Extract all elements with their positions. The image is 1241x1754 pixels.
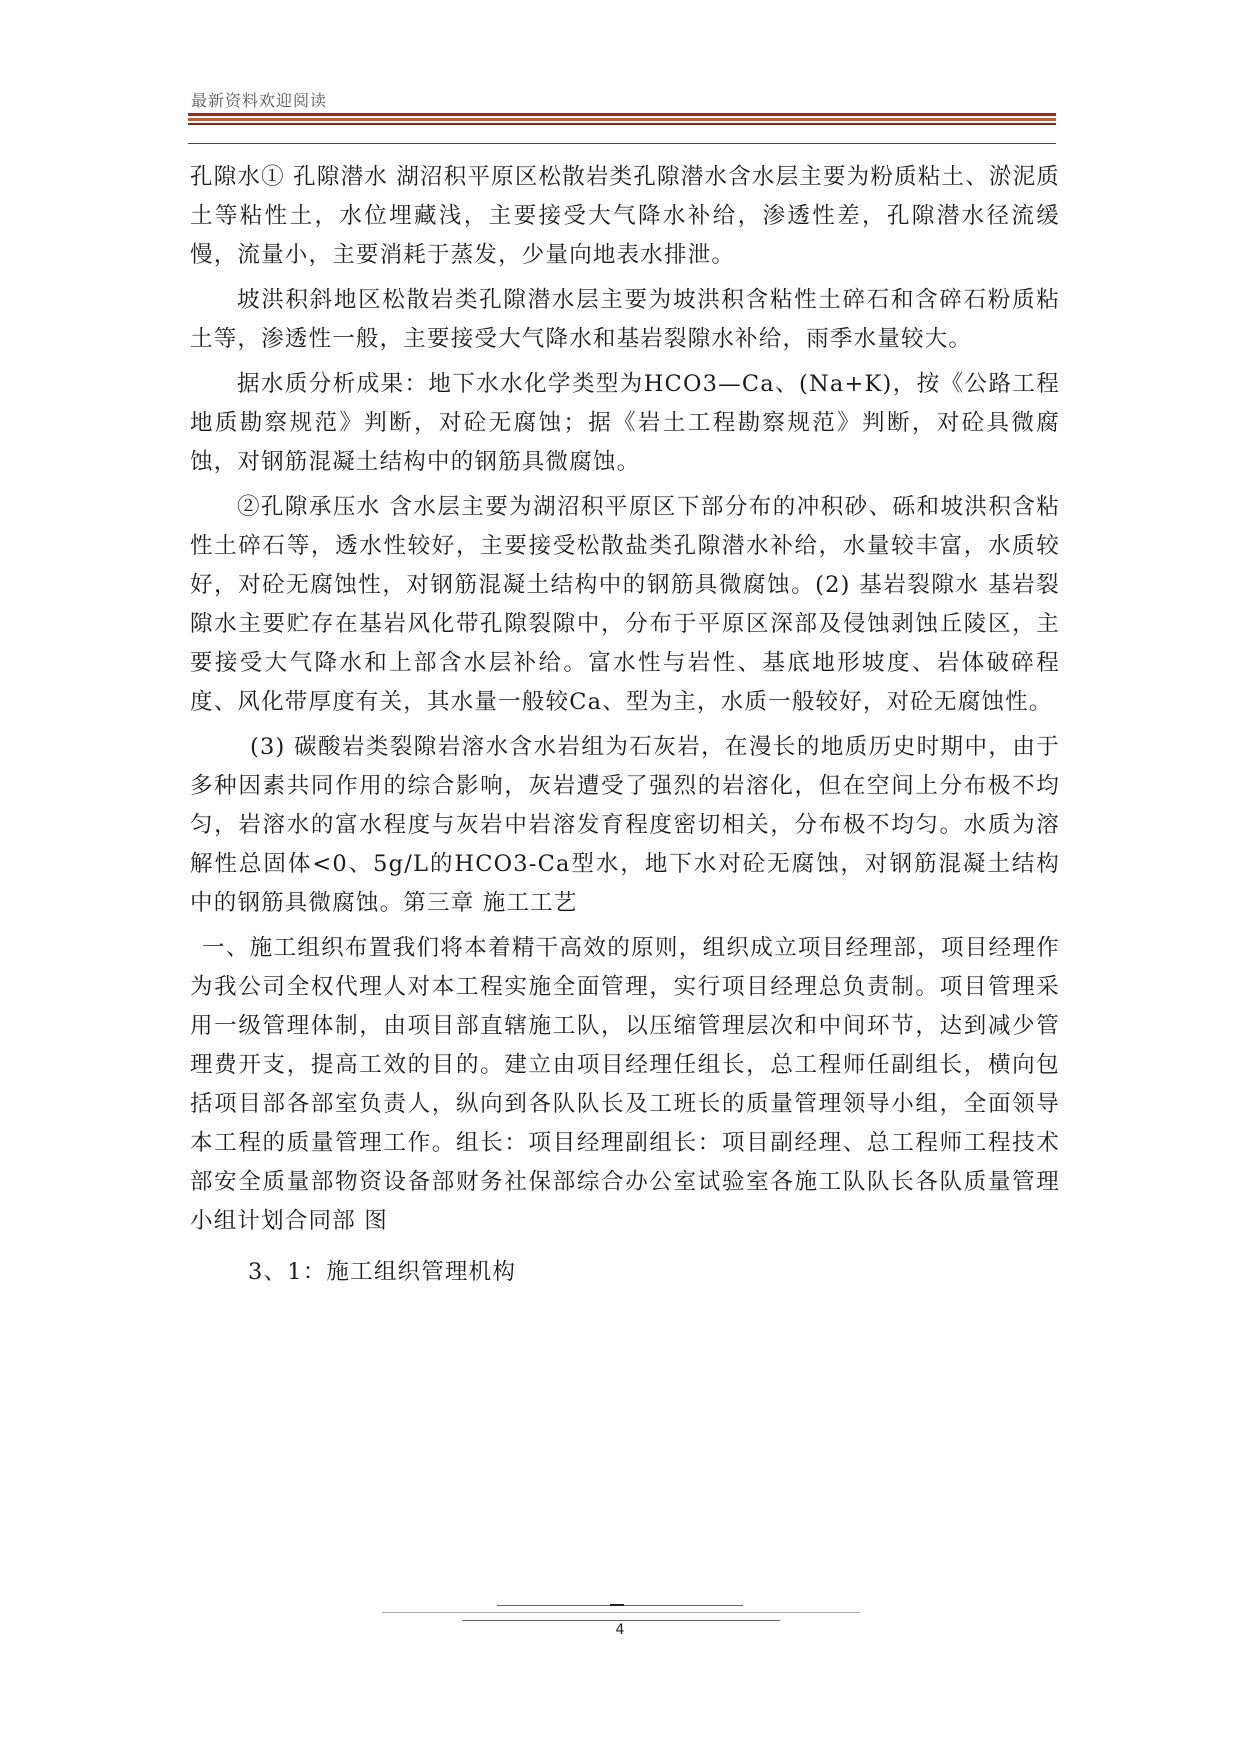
paragraph-slope-diluvial: 坡洪积斜地区松散岩类孔隙潜水层主要为坡洪积含粘性土碎石和含碎石粉质粘土等，渗透性一般，主要接受大气降水和基岩裂隙水补给，雨季水量较大。	[190, 287, 1060, 352]
header-rule-bottom	[188, 123, 1056, 125]
footer-rule-mark	[610, 1604, 624, 1606]
paragraph-confined-water: ②孔隙承压水 含水层主要为湖沼积平原区下部分布的冲积砂、砾和坡洪积含粘性土碎石等，透水性较好，主要接受松散盐类孔隙潜水补给，水量较丰富，水质较好，对砼无腐蚀性，对钢筋混凝土结构中的钢筋具微腐蚀。(2) 基岩裂隙水 基岩裂隙水主要贮存在基岩风化带孔隙裂隙中，分布于平原区深部及侵蚀剥蚀丘陵区，主要接受大气降水和上部含水层补给。富水性与岩性、基底地形坡度、岩体破碎程度、风化带厚度有关，其水量一般较Ca、型为主，水质一般较好，对砼无腐蚀性。	[190, 494, 1060, 715]
header-rule-thin	[188, 143, 1056, 144]
page-header-title: 最新资料欢迎阅读	[191, 91, 328, 110]
body-text	[190, 158, 1060, 1292]
page-number: 4	[615, 1622, 625, 1638]
paragraph-construction-organization: 一、施工组织布置我们将本着精干高效的原则，组织成立项目经理部，项目经理作为我公司全权代理人对本工程实施全面管理，实行项目经理总负责制。项目管理采用一级管理体制，由项目部直辖施工队，以压缩管理层次和中间环节，达到减少管理费开支，提高工效的目的。建立由项目经理任组长，总工程师任副组长，横向包括项目部各部室负责人，纵向到各队队长及工班长的质量管理领导小组，全面领导本工程的质量管理工作。组长：项目经理副组长：项目副经理、总工程师工程技术部安全质量部物资设备部财务社保部综合办公室试验室各施工队队长各队质量管理小组计划合同部 图	[190, 935, 1060, 1234]
footer-rule-lower	[462, 1620, 780, 1621]
figure-caption: 3、1：施工组织管理机构	[248, 1259, 517, 1285]
paragraph-pore-phreatic-water: 孔隙水① 孔隙潜水 湖沼积平原区松散岩类孔隙潜水含水层主要为粉质粘土、淤泥质土等粘性土，水位埋藏浅，主要接受大气降水补给，渗透性差，孔隙潜水径流缓慢，流量小，主要消耗于蒸发，少量向地表水排泄。	[190, 164, 1060, 268]
paragraph-water-quality: 据水质分析成果：地下水水化学类型为HCO3—Ca、(Na+K)，按《公路工程地质勘察规范》判断，对砼无腐蚀；据《岩土工程勘察规范》判断，对砼具微腐蚀，对钢筋混凝土结构中的钢筋具微腐蚀。	[190, 371, 1060, 475]
header-rule-top	[188, 113, 1056, 116]
paragraph-karst-water: (3) 碳酸岩类裂隙岩溶水含水岩组为石灰岩，在漫长的地质历史时期中，由于多种因素共同作用的综合影响，灰岩遭受了强烈的岩溶化，但在空间上分布极不均匀，岩溶水的富水程度与灰岩中岩溶发育程度密切相关，分布极不均匀。水质为溶解性总固体<0、5g/L的HCO3-Ca型水，地下水对砼无腐蚀，对钢筋混凝土结构中的钢筋具微腐蚀。第三章 施工工艺	[190, 734, 1060, 916]
header-rule-middle	[188, 118, 1056, 121]
footer-rule-wide	[382, 1612, 860, 1613]
